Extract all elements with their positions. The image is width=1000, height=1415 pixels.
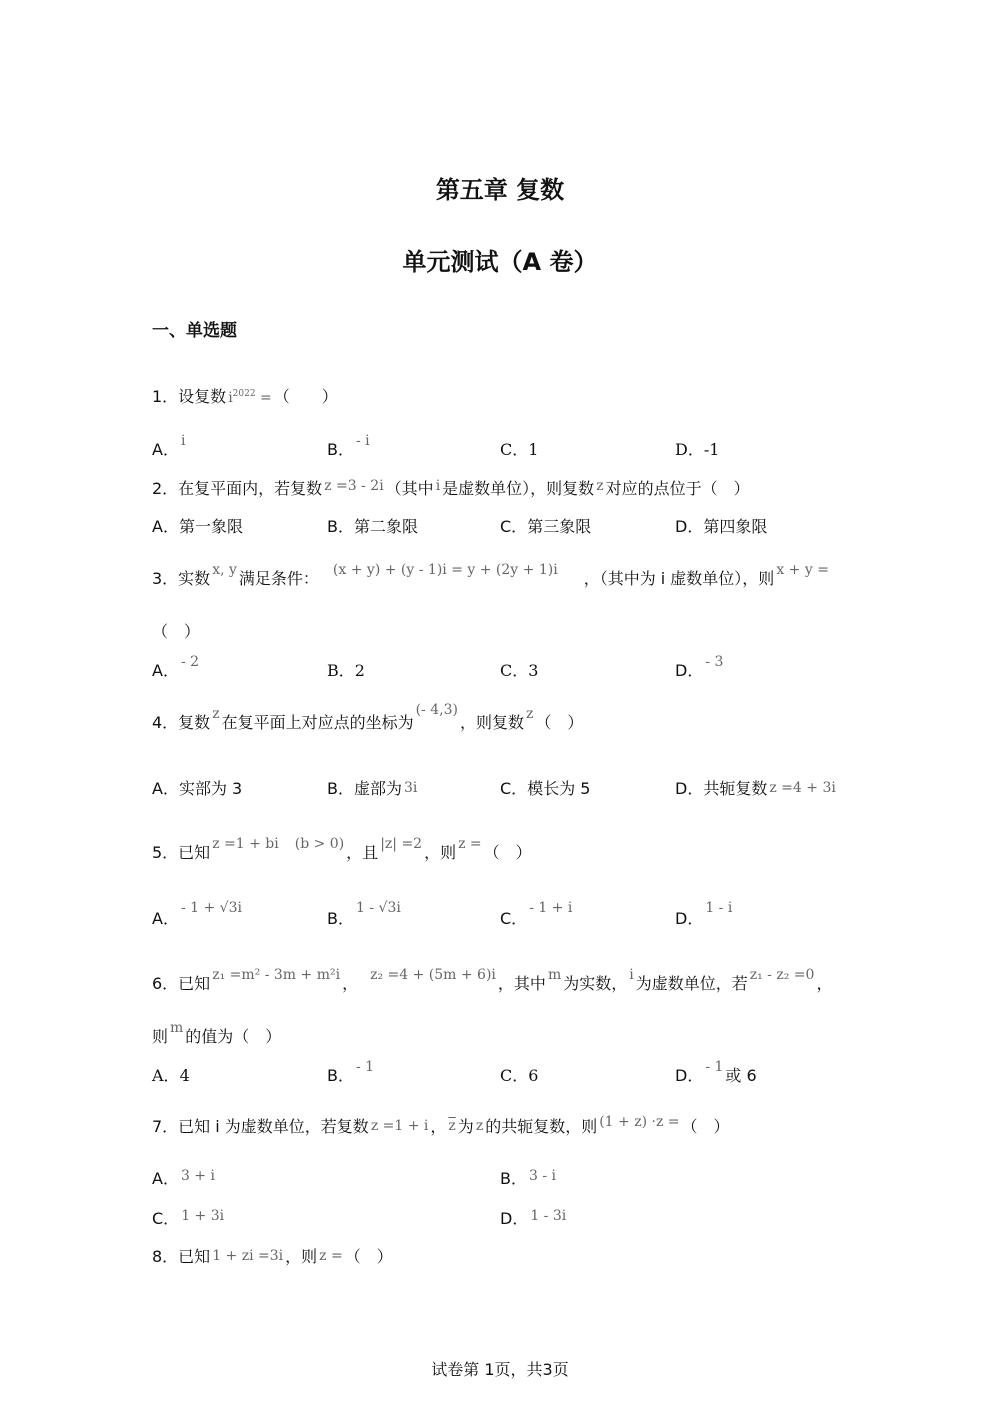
q4-option-c[interactable]: C．模长为 5: [500, 779, 591, 798]
q3-option-a[interactable]: A． - 2: [152, 654, 200, 680]
q5-option-c[interactable]: C．- 1 + i: [500, 900, 573, 928]
q1-option-b[interactable]: B． - i: [327, 433, 370, 459]
question-7: 7．已知 i 为虚数单位，若复数 z =1 + i ， $\overline{z}$ 为 z 的共轭复数，则 (1 + z) ·z = （ ）: [152, 1114, 730, 1136]
q6-option-a[interactable]: A．4: [152, 1066, 190, 1085]
q5-option-b[interactable]: B．1 - √3i: [327, 900, 401, 928]
q6-option-b[interactable]: B． - 1: [327, 1059, 375, 1085]
page-title: 第五章 复数: [435, 176, 565, 204]
page-footer: 试卷第 1页，共3页: [431, 1360, 569, 1379]
q2-option-d[interactable]: D．第四象限: [675, 517, 768, 536]
question-6-line-2: 则 m 的值为（ ）: [152, 1020, 282, 1046]
question-6: 6．已知 z₁ =m² - 3m + m²i ， z₂ =4 + (5m + 6)i ，其中 m 为实数， i 为虚数单位，若 z₁ - z₂ =0 ，: [152, 967, 833, 993]
question-4: 4．复数 z 在复平面上对应点的坐标为(- 4,3)，则复数 z （ ）: [152, 702, 584, 732]
question-5: 5．已知 z =1 + bi (b > 0) ，且 |z| =2 ，则 z = （ ）: [152, 836, 532, 862]
question-3-paren: （ ）: [152, 622, 201, 641]
q1-math: $i^{2022}$ =: [228, 389, 272, 406]
q3-option-c[interactable]: C．3: [500, 661, 539, 680]
q5-option-a[interactable]: A．- 1 + √3i: [152, 900, 242, 928]
q3-option-b[interactable]: B．2: [327, 661, 365, 680]
question-3: 3．实数 x, y 满足条件： (x + y) + (y - 1)i = y + (2y + 1)i ，（其中为 i 虚数单位），则 x + y =: [152, 562, 829, 588]
q7-option-b[interactable]: B． 3 - i: [500, 1168, 556, 1188]
q6-option-c[interactable]: C．6: [500, 1066, 539, 1085]
q7-option-a[interactable]: A． 3 + i: [152, 1168, 215, 1188]
question-8: 8．已知 1 + zi =3i ，则 z = （ ）: [152, 1247, 393, 1266]
section-heading: 一、单选题: [152, 321, 237, 341]
q4-option-a[interactable]: A．实部为 3: [152, 779, 243, 798]
q7-option-c[interactable]: C． 1 + 3i: [152, 1208, 225, 1228]
page-subtitle: 单元测试（A 卷）: [402, 248, 598, 276]
q1-option-d[interactable]: D．-1: [675, 440, 720, 459]
q1-option-a[interactable]: A． i: [152, 433, 186, 459]
question-2: 2．在复平面内，若复数 z =3 - 2i （其中 i 是虚数单位），则复数 z 对应的点位于（ ）: [152, 478, 750, 498]
question-1: 1．设复数 $i^{2022}$ = （ ）: [152, 387, 338, 406]
q3-option-d[interactable]: D． - 3: [675, 654, 724, 680]
q2-option-a[interactable]: A．第一象限: [152, 517, 243, 536]
q2-option-c[interactable]: C．第三象限: [500, 517, 592, 536]
q7-option-d[interactable]: D． 1 - 3i: [500, 1208, 567, 1228]
q1-option-c[interactable]: C．1: [500, 440, 539, 459]
q4-option-d[interactable]: D．共轭复数 z =4 + 3i: [675, 779, 836, 798]
q5-option-d[interactable]: D．1 - i: [675, 900, 733, 928]
q6-option-d[interactable]: D． - 1 或 6: [675, 1059, 757, 1085]
q2-option-b[interactable]: B．第二象限: [327, 517, 418, 536]
q1-text: 1．设复数: [152, 387, 227, 406]
q4-option-b[interactable]: B．虚部为 3i: [327, 779, 418, 798]
